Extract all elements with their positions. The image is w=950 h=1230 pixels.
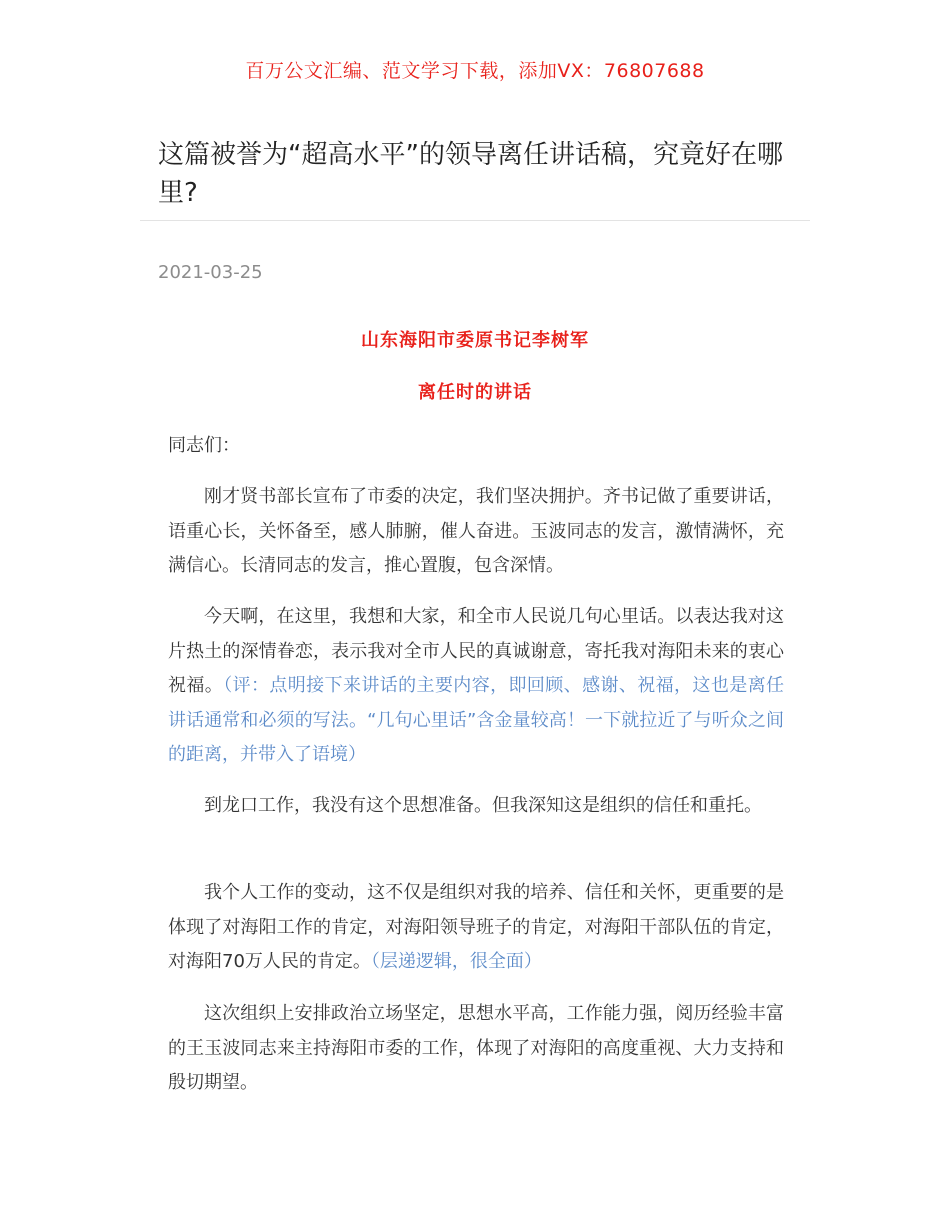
paragraph-1: 刚才贤书部长宣布了市委的决定，我们坚决拥护。齐书记做了重要讲话，语重心长，关怀备至，感人肺腑，催人奋进。玉波同志的发言，激情满怀，充满信心。长清同志的发言，推心置腹，包含深情。 <box>168 486 784 576</box>
editor-comment: （评：点明接下来讲话的主要内容，即回顾、感谢、祝福，这也是离任讲话通常和必须的写法。“几句心里话”含金量较高！一下就拉近了与听众之间的距离，并带入了语境） <box>168 675 785 765</box>
publish-date: 2021-03-25 <box>158 262 263 283</box>
editor-comment: （层递逻辑，很全面） <box>370 951 542 972</box>
speech-heading-line2: 离任时的讲话 <box>418 382 532 403</box>
greeting: 同志们： <box>168 435 240 456</box>
paragraph-2 <box>168 600 784 773</box>
paragraph-4-text: 我个人工作的变动，这不仅是组织对我的培养、信任和关怀，更重要的是体现了对海阳工作的肯定，对海阳领导班子的肯定，对海阳干部队伍的肯定，对海阳70万人民的肯定。 <box>168 882 784 972</box>
title-divider <box>140 220 810 221</box>
promo-banner: 百万公文汇编、范文学习下载，添加VX：76807688 <box>245 60 705 82</box>
paragraph-2-text: 今天啊，在这里，我想和大家，和全市人民说几句心里话。以表达我对这片热土的深情眷恋，表示我对全市人民的真诚谢意，寄托我对海阳未来的衷心祝福。 <box>168 606 784 696</box>
article-title: 这篇被誉为“超高水平”的领导离任讲话稿，究竟好在哪里? <box>158 140 783 208</box>
speech-heading-line1: 山东海阳市委原书记李树军 <box>361 330 589 351</box>
paragraph-5: 这次组织上安排政治立场坚定，思想水平高，工作能力强，阅历经验丰富的王玉波同志来主持海阳市委的工作，体现了对海阳的高度重视、大力支持和殷切期望。 <box>168 1003 784 1093</box>
paragraph-3: 到龙口工作，我没有这个思想准备。但我深知这是组织的信任和重托。 <box>204 795 762 816</box>
paragraph-4 <box>168 876 784 980</box>
